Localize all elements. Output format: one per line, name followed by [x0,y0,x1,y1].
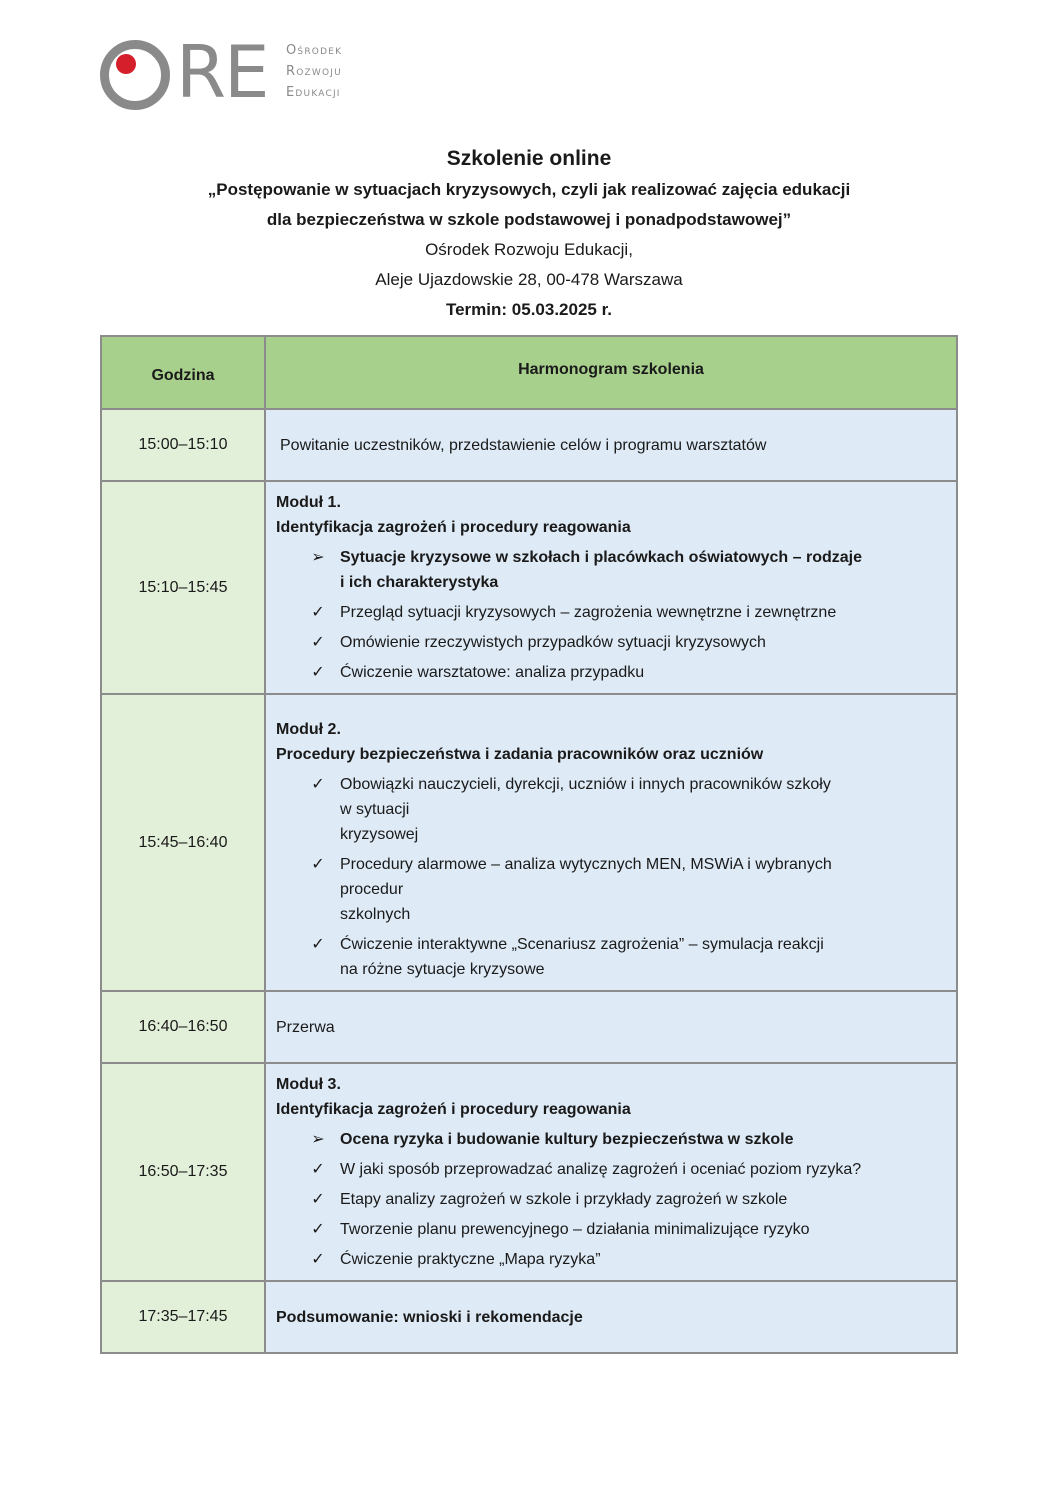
table-row [101,409,957,481]
checkmark-icon: ✓ [311,1191,325,1208]
list-item [311,660,946,685]
list-item [311,772,946,847]
list-item [311,1157,946,1182]
list-item [311,1217,946,1242]
checkmark-icon: ✓ [311,1161,325,1178]
row-text: Podsumowanie: wnioski i rekomendacje [276,1308,583,1326]
checkmark-icon: ✓ [311,634,325,651]
table-row [101,1281,957,1353]
row-time: 15:10–15:45 [101,481,265,694]
training-subtitle-line-2: dla bezpieczeństwa w szkole podstawowej i ponadpodstawowej” [266,210,792,229]
logo-line-3: Edukacji [286,85,341,100]
list-item [311,630,946,655]
item-text-cont: szkolnych [340,906,411,923]
row-program [265,694,957,991]
checkmark-icon: ✓ [311,776,325,793]
module-title: Procedury bezpieczeństwa i zadania pracowników oraz uczniów [276,746,764,763]
item-text: Omówienie rzeczywistych przypadków sytuacji kryzysowych [340,634,766,651]
organization-address: Aleje Ujazdowskie 28, 00-478 Warszawa [375,270,683,289]
row-program [265,1281,957,1353]
list-item [311,932,946,982]
column-header-program: Harmonogram szkolenia [265,336,957,409]
row-text: Powitanie uczestników, przedstawienie celów i programu warsztatów [280,436,767,454]
item-text: Przegląd sytuacji kryzysowych – zagrożenia wewnętrzne i zewnętrzne [340,604,837,621]
column-header-time: Godzina [101,336,265,409]
row-time: 15:45–16:40 [101,694,265,991]
item-text-cont: procedur [340,881,404,898]
table-row [101,991,957,1063]
document-header [0,143,1058,325]
row-time: 16:50–17:35 [101,1063,265,1281]
ore-logo [100,30,400,114]
list-item [311,1187,946,1212]
table-row [101,694,957,991]
list-item [311,600,946,625]
module-items [276,772,946,982]
row-time: 17:35–17:45 [101,1281,265,1353]
module-title: Identyfikacja zagrożeń i procedury reagowania [276,519,631,536]
item-text: Ćwiczenie interaktywne „Scenariusz zagrożenia” – symulacja reakcji [340,936,824,953]
checkmark-icon: ✓ [311,1221,325,1238]
item-text: Ćwiczenie warsztatowe: analiza przypadku [340,664,645,681]
module-number: Moduł 1. [276,494,341,511]
item-text: Sytuacje kryzysowe w szkołach i placówkach oświatowych – rodzaje [340,549,862,566]
item-text-cont: kryzysowej [340,826,419,843]
item-text-cont: i ich charakterystyka [340,574,499,591]
list-item [311,545,946,595]
list-item [311,1127,946,1152]
logo-ring-icon [100,40,170,110]
checkmark-icon: ✓ [311,856,325,873]
checkmark-icon: ✓ [311,936,325,953]
row-time: 15:00–15:10 [101,409,265,481]
item-text: Obowiązki nauczycieli, dyrekcji, uczniów i innych pracowników szkoły [340,776,831,793]
module-items [276,545,946,685]
logo-letters: RE [176,30,268,114]
list-item [311,852,946,927]
checkmark-icon: ✓ [311,604,325,621]
logo-text [286,40,406,103]
checkmark-icon: ✓ [311,664,325,681]
arrow-bullet-icon: ➢ [311,1131,325,1148]
row-time: 16:40–16:50 [101,991,265,1063]
row-program [265,991,957,1063]
item-text: Procedury alarmowe – analiza wytycznych MEN, MSWiA i wybranych [340,856,832,873]
item-text: Tworzenie planu prewencyjnego – działania minimalizujące ryzyko [340,1221,810,1238]
table-row [101,481,957,694]
document-title: Szkolenie online [446,147,612,170]
item-text-cont: w sytuacji [340,801,410,818]
training-date: Termin: 05.03.2025 r. [445,300,612,319]
logo-red-dot-icon [116,54,136,74]
module-title: Identyfikacja zagrożeń i procedury reagowania [276,1101,631,1118]
schedule-table [100,335,958,1354]
item-text: Ćwiczenie praktyczne „Mapa ryzyka” [340,1251,601,1268]
checkmark-icon: ✓ [311,1251,325,1268]
item-text-cont: na różne sytuacje kryzysowe [340,961,545,978]
table-header-row [101,336,957,409]
training-subtitle-line-1: „Postępowanie w sytuacjach kryzysowych, czyli jak realizować zajęcia edukacji [207,180,851,199]
item-text: Etapy analizy zagrożeń w szkole i przykłady zagrożeń w szkole [340,1191,788,1208]
row-text: Przerwa [276,1018,335,1036]
module-number: Moduł 2. [276,721,341,738]
module-items [276,1127,946,1272]
row-program [265,409,957,481]
logo-line-1: Ośrodek [286,43,343,58]
logo-line-2: Rozwoju [286,64,342,79]
arrow-bullet-icon: ➢ [311,549,325,566]
row-program [265,481,957,694]
organization-name: Ośrodek Rozwoju Edukacji, [425,240,633,259]
list-item [311,1247,946,1272]
module-number: Moduł 3. [276,1076,341,1093]
row-program [265,1063,957,1281]
item-text: W jaki sposób przeprowadzać analizę zagrożeń i oceniać poziom ryzyka? [340,1161,862,1178]
item-text: Ocena ryzyka i budowanie kultury bezpieczeństwa w szkole [340,1131,794,1148]
table-row [101,1063,957,1281]
